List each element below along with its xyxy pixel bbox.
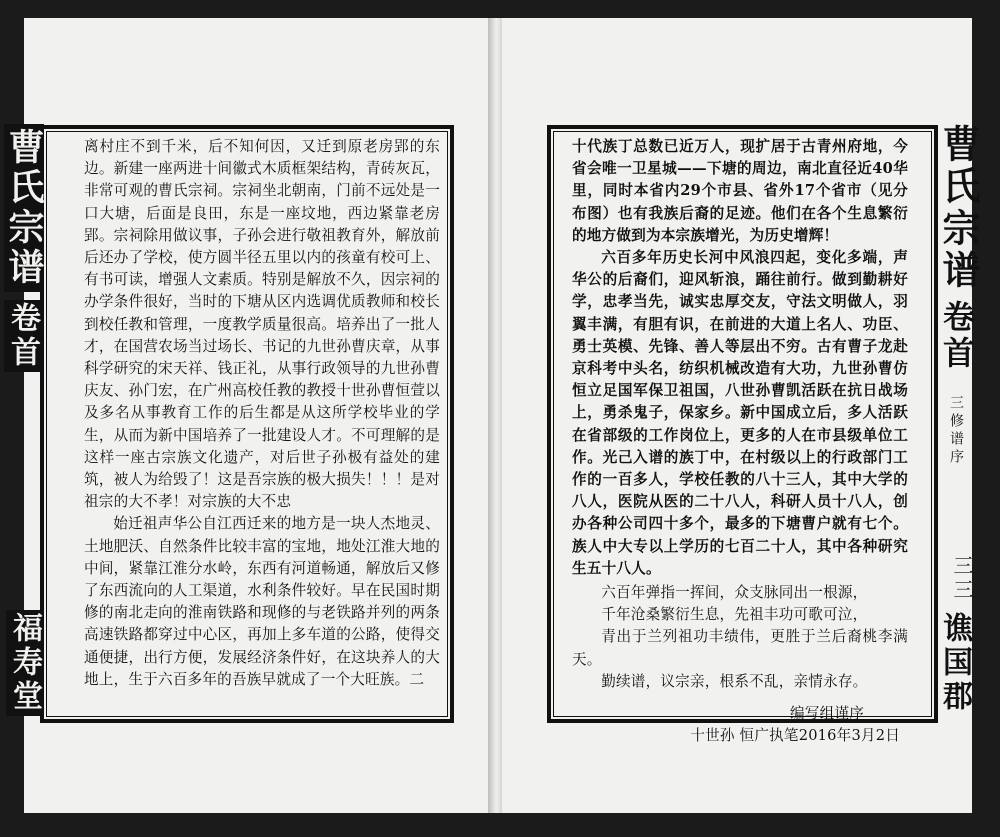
signature-group: 编写组谨序	[790, 705, 864, 723]
poem	[572, 582, 908, 693]
section-title: 三修谱序	[948, 395, 964, 467]
left-paragraph: 始迁祖声华公自江西迁来的地方是一块人杰地灵、土地肥沃、自然条件比较丰富的宝地，地处江淮大地的中间，紧靠江淮分水岭，东西有河道畅通，解放后又修了东西流向的人工渠道，水利条件较好。早在民国时期修的南北走向的淮南铁路和现修的与老铁路并列的两条高速铁路都穿过中心区，再加上多车道的公路，使得交通便捷，出行方便，发展经济条件好，在这块养人的大地上，生于六百多年的吾族早就成了一个大旺族。二	[84, 515, 440, 688]
page-number: 三三	[950, 555, 974, 603]
poem-line: 勤续谱，议宗亲，根系不乱，亲情永存。	[601, 672, 868, 690]
right-volume-label: 卷首	[938, 300, 976, 372]
right-body-text	[572, 136, 908, 747]
left-hall-name: 福寿堂	[7, 612, 42, 714]
right-genealogy-title: 曹氏宗谱	[936, 124, 981, 292]
left-body-text	[84, 136, 440, 691]
book-spine	[488, 18, 502, 813]
bold-section	[572, 136, 908, 580]
right-paragraph: 六百多年历史长河中风浪四起，变化多端，声华公的后裔们，迎风斩浪，踊往前行。做到勤耕好学，忠孝当先，诚实忠厚交友，守法文明做人，羽翼丰满，有胆有识，在前进的大道上名人、功臣、勇士英模、先锋、善人等层出不穷。古有曹子龙赴京科考中头名，纺织机械改造有大功，九世孙曹仿恒立足国军保卫祖国，八世孙曹凯活跃在抗日战场上，勇杀鬼子，保家乡。新中国成立后，多人活跃在省部级的工作岗位上，更多的人在市县级单位工作。光己入谱的族丁中，在村级以上的行政部门工作的一百多人，学校任教的八十三人，其中大学的八人，医院从医的二十八人，科研人员十八人，创办各种公司四十多个，最多的下塘曹户就有七个。族人中大专以上学历的七百二十人，其中各种研究生五十八人。	[572, 249, 908, 577]
left-volume-label: 卷首	[5, 302, 40, 370]
poem-line: 千年沧桑繁衍生息，先祖丰功可歌可泣，	[601, 606, 868, 624]
poem-line: 六百年弹指一挥间，众支脉同出一根源，	[601, 584, 868, 602]
left-paragraph: 离村庄不到千米，后不知何因，又迁到原老房郢的东边。新建一座两进十间徽式木质框架结构，青砖灰瓦，非常可观的曹氏宗祠。宗祠坐北朝南，门前不远处是一口大塘，后面是良田，东是一座坟地，西边紧靠老房郢。宗祠除用做议事，子孙会进行敬祖教育外，解放前后还办了学校，使方圆半径五里以内的孩童有校可上、有书可读，增强人文素质。特别是解放不久，因宗祠的办学条件很好，当时的下塘从区内选调优质教师和校长到校任教和管理，一度教学质量很高。培养出了一批人才，在国营农场当过场长、书记的九世孙曹庆章，从事科学研究的宋天祥、钱正礼，从事行政领导的九世孙曹庆友、孙门宏，在广州高校任教的教授十世孙曹恒萱以及多名从事教育工作的后生都是从这所学校毕业的学生，从而为新中国培养了一批建设人才。不可理解的是这样一座古宗族文化遗产，对后世子孙极有益处的建筑，被人为给毁了！这是吾宗族的极大损失！！！是对祖宗的大不孝！对宗族的大不忠	[84, 138, 440, 511]
right-hall-name: 谯国郡	[937, 612, 972, 714]
left-genealogy-title: 曹氏宗谱	[4, 124, 44, 292]
signature-author: 十世孙 恒广执笔2016年3月2日	[690, 727, 900, 745]
poem-line: 青出于兰列祖功丰绩伟，更胜于兰后裔桃李满天。	[572, 628, 908, 668]
right-paragraph: 十代族丁总数已近万人，现扩居于古青州府地，今省会唯一卫星城——下塘的周边，南北直径近40华里，同时本省内29个市县、省外17个省市（见分布图）也有我族后裔的足迹。他们在各个生息繁衍的地方做到为本宗族增光，为历史增辉！	[572, 138, 908, 244]
